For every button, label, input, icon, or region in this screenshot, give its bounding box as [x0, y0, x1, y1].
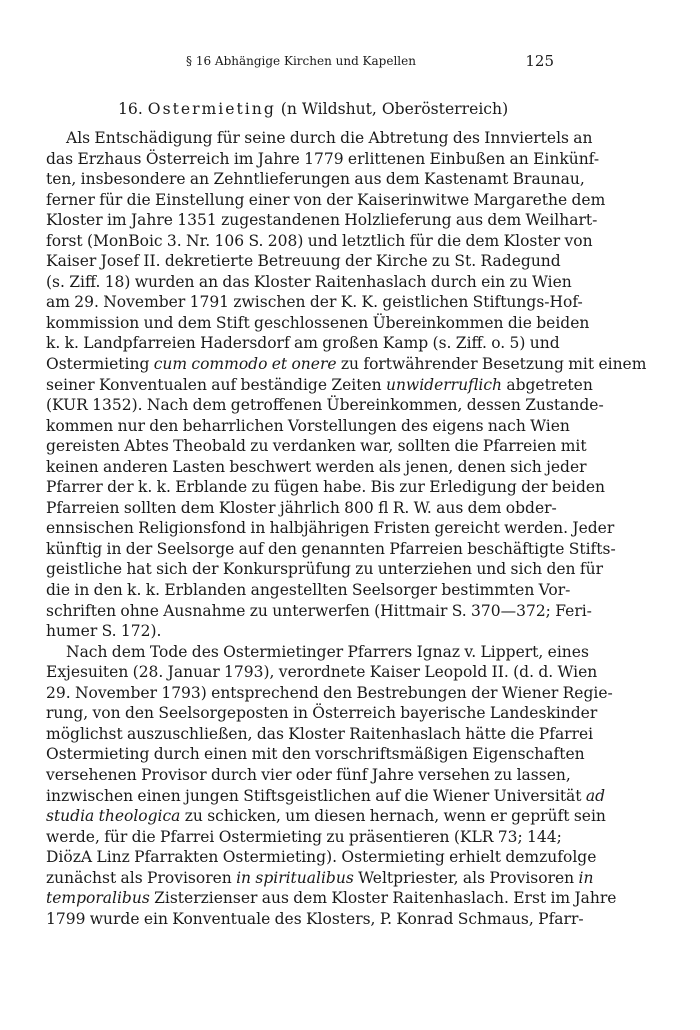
section-number: 16.: [118, 100, 143, 118]
text-line: humer S. 172).: [46, 622, 162, 641]
text-line: das Erzhaus Österreich im Jahre 1779 erlittenen Einbußen an Einkünf-: [46, 149, 600, 168]
text-line: Nach dem Tode des Ostermietinger Pfarrers Ignaz v. Lippert, eines: [66, 642, 589, 661]
text-line: am 29. November 1791 zwischen der K. K. geistlichen Stiftungs-Hof-: [46, 293, 583, 312]
italic-phrase: in: [578, 868, 594, 887]
text-line: kommission und dem Stift geschlossenen Übereinkommen die beiden: [46, 313, 590, 332]
text-line: schriften ohne Ausnahme zu unterwerfen (Hittmair S. 370—372; Feri-: [46, 601, 592, 620]
text-line: versehenen Provisor durch vier oder fünf Jahre versehen zu lassen,: [46, 765, 571, 784]
text-line: zunächst als Provisoren in spiritualibus Weltpriester, als Provisoren in: [46, 868, 594, 887]
text-line: gereisten Abtes Theobald zu verdanken war, sollten die Pfarreien mit: [46, 437, 587, 456]
section-location: (n Wildshut, Oberösterreich): [280, 100, 509, 118]
italic-phrase: studia theologica: [46, 807, 181, 826]
running-title: § 16 Abhängige Kirchen und Kapellen: [186, 54, 416, 68]
text-line: möglichst auszuschließen, das Kloster Raitenhaslach hätte die Pfarrei: [46, 724, 594, 743]
italic-phrase: unwiderruflich: [385, 375, 503, 394]
text-line: DiözA Linz Pfarrakten Ostermieting). Ostermieting erhielt demzufolge: [46, 848, 597, 867]
text-line: Kloster im Jahre 1351 zugestandenen Holzlieferung aus dem Weilhart-: [46, 211, 598, 230]
section-place: Ostermieting: [147, 100, 276, 118]
text-line: seiner Konventualen auf beständige Zeiten unwiderruflich abgetreten: [46, 375, 593, 394]
text-line: keinen anderen Lasten beschwert werden als jenen, denen sich jeder: [46, 457, 587, 476]
italic-phrase: ad: [585, 786, 606, 805]
italic-phrase: cum commodo et onere: [153, 355, 337, 374]
text-line: forst (MonBoic 3. Nr. 106 S. 208) und letztlich für die dem Kloster von: [46, 231, 593, 250]
paragraph-1: [46, 128, 647, 642]
text-line: Als Entschädigung für seine durch die Abtretung des Innviertels an: [66, 129, 593, 147]
text-line: Pfarrer der k. k. Erblande zu fügen habe. Bis zur Erledigung der beiden: [46, 478, 606, 497]
text-line: künftig in der Seelsorge auf den genannten Pfarreien beschäftigte Stifts-: [46, 539, 616, 558]
text-line: Exjesuiten (28. Januar 1793), verordnete Kaiser Leopold II. (d. d. Wien: [46, 663, 598, 682]
text-line: geistliche hat sich der Konkursprüfung zu unterziehen und sich den für: [46, 560, 603, 579]
text-line: ferner für die Einstellung einer von der Kaiserinwitwe Margarethe dem: [46, 190, 606, 209]
text-line: kommen nur den beharrlichen Vorstellungen des eigens nach Wien: [46, 416, 570, 435]
text-line: (KUR 1352). Nach dem getroffenen Übereinkommen, dessen Zustande-: [46, 396, 604, 415]
section-heading: [46, 99, 554, 119]
text-line: temporalibus Zisterzienser aus dem Kloster Raitenhaslach. Erst im Jahre: [46, 889, 617, 908]
text-line: (s. Ziff. 18) wurden an das Kloster Raitenhaslach durch ein zu Wien: [46, 272, 572, 291]
text-line: 29. November 1793) entsprechend den Bestrebungen der Wiener Regie-: [46, 683, 613, 702]
italic-phrase: in spiritualibus: [236, 868, 354, 887]
text-line: ten, insbesondere an Zehntlieferungen aus dem Kastenamt Braunau,: [46, 170, 585, 189]
paragraph-2: [46, 642, 617, 930]
page-number: 125: [525, 52, 554, 70]
text-line: werde, für die Pfarrei Ostermieting zu präsentieren (KLR 73; 144;: [46, 827, 562, 846]
text-line: Ostermieting cum commodo et onere zu fortwährender Besetzung mit einem: [46, 355, 647, 374]
body-text: [46, 128, 647, 929]
text-line: ennsischen Religionsfond in halbjährigen Fristen gereicht werden. Jeder: [46, 519, 615, 538]
text-line: Kaiser Josef II. dekretierte Betreuung der Kirche zu St. Radegund: [46, 252, 561, 271]
text-line: studia theologica zu schicken, um diesen hernach, wenn er geprüft sein: [46, 807, 606, 826]
text-line: k. k. Landpfarreien Hadersdorf am großen Kamp (s. Ziff. o. 5) und: [46, 334, 560, 353]
text-line: die in den k. k. Erblanden angestellten Seelsorger bestimmten Vor-: [46, 581, 571, 600]
text-line: inzwischen einen jungen Stiftsgeistlichen auf die Wiener Universität ad: [46, 786, 606, 805]
text-line: Pfarreien sollten dem Kloster jährlich 800 fl R. W. aus dem obder-: [46, 498, 557, 517]
italic-phrase: temporalibus: [46, 889, 150, 908]
text-line: Ostermieting durch einen mit den vorschriftsmäßigen Eigenschaften: [46, 745, 585, 764]
text-line: 1799 wurde ein Konventuale des Klosters, P. Konrad Schmaus, Pfarr-: [46, 909, 584, 928]
text-line: rung, von den Seelsorgeposten in Österreich bayerische Landeskinder: [46, 704, 598, 723]
